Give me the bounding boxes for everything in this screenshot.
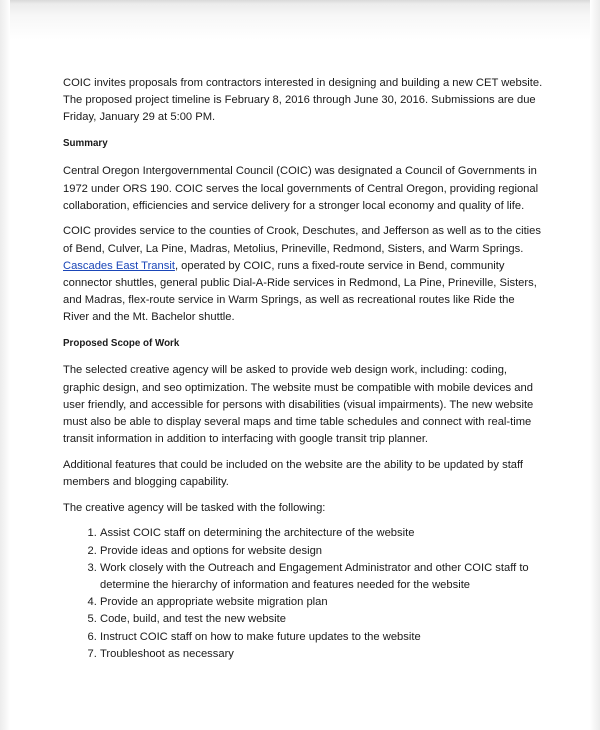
scope-heading: Proposed Scope of Work — [63, 338, 180, 350]
task-list — [63, 525, 548, 663]
list-item: 5. Code, build, and test the new website — [100, 611, 548, 628]
list-item: 7. Troubleshoot as necessary — [100, 646, 548, 663]
list-item: 4. Provide an appropriate website migration plan — [100, 594, 548, 611]
intro-line: The proposed project timeline is February 8, 2016 through June 30, 2016. Submissions are due — [63, 94, 536, 107]
scope-line: graphic design, and seo optimization. The website must be compatible with mobile devices and — [63, 381, 533, 394]
summary-line: collaboration, efficiencies and service delivery for a stronger local economy and quality of life. — [63, 199, 525, 212]
summary-line: of Bend, Culver, La Pine, Madras, Metolius, Prineville, Redmond, Sisters, and Warm Springs. — [63, 242, 524, 255]
list-item — [100, 560, 548, 594]
intro-line: COIC invites proposals from contractors interested in designing and building a new CET website. — [63, 77, 543, 89]
list-item-line: 3. Work closely with the Outreach and Engagement Administrator and other COIC staff to — [100, 561, 529, 574]
scope-paragraph-1 — [63, 362, 548, 448]
summary-line: COIC provides service to the counties of Crook, Deschutes, and Jefferson as well as to the cities — [63, 225, 541, 238]
summary-line — [63, 258, 548, 275]
summary-paragraph-2 — [63, 223, 548, 326]
list-item: 6. Instruct COIC staff on how to make future updates to the website — [100, 629, 548, 646]
scope-line: Additional features that could be included on the website are the ability to be updated by staff — [63, 458, 524, 471]
page-right-shadow — [590, 0, 600, 730]
document-body — [63, 75, 548, 663]
summary-line: 1972 under ORS 190. COIC serves the local governments of Central Oregon, providing regional — [63, 182, 539, 195]
scope-paragraph-2 — [63, 457, 548, 491]
intro-paragraph — [63, 75, 548, 127]
scope-line: must also be able to display several maps and time table schedules and connect with real-time — [63, 415, 532, 428]
scope-line: members and blogging capability. — [63, 476, 229, 489]
summary-heading: Summary — [63, 138, 108, 150]
scope-line: user friendly, and accessible for persons with disabilities (visual impairments). The new website — [63, 398, 534, 411]
cascades-east-transit-link[interactable]: Cascades East Transit — [63, 259, 175, 272]
list-item: 1. Assist COIC staff on determining the architecture of the website — [100, 525, 548, 542]
summary-line: Central Oregon Intergovernmental Council (COIC) was designated a Council of Governments in — [63, 165, 537, 178]
scope-line: transit information in addition to interfacing with google transit trip planner. — [63, 433, 429, 446]
list-item-line: determine the hierarchy of information and features needed for the website — [100, 579, 471, 592]
summary-line: and Madras, flex-route service in Warm Springs, as well as recreational routes like Ride the — [63, 294, 515, 307]
summary-line: connector shuttles, general public Dial-A-Ride services in Redmond, La Pine, Prineville, Sisters, — [63, 277, 537, 290]
list-item: 2. Provide ideas and options for website design — [100, 543, 548, 560]
summary-line-rest: , operated by COIC, runs a fixed-route service in Bend, community — [174, 259, 505, 272]
page-top-shadow — [0, 0, 600, 40]
intro-line: Friday, January 29 at 5:00 PM. — [63, 111, 216, 124]
summary-paragraph-1 — [63, 163, 548, 215]
summary-line: River and the Mt. Bachelor shuttle. — [63, 311, 235, 324]
page-left-shadow — [0, 0, 10, 730]
scope-line: The selected creative agency will be asked to provide web design work, including: coding, — [63, 364, 508, 377]
scope-paragraph-3: The creative agency will be tasked with the following: — [63, 501, 326, 514]
